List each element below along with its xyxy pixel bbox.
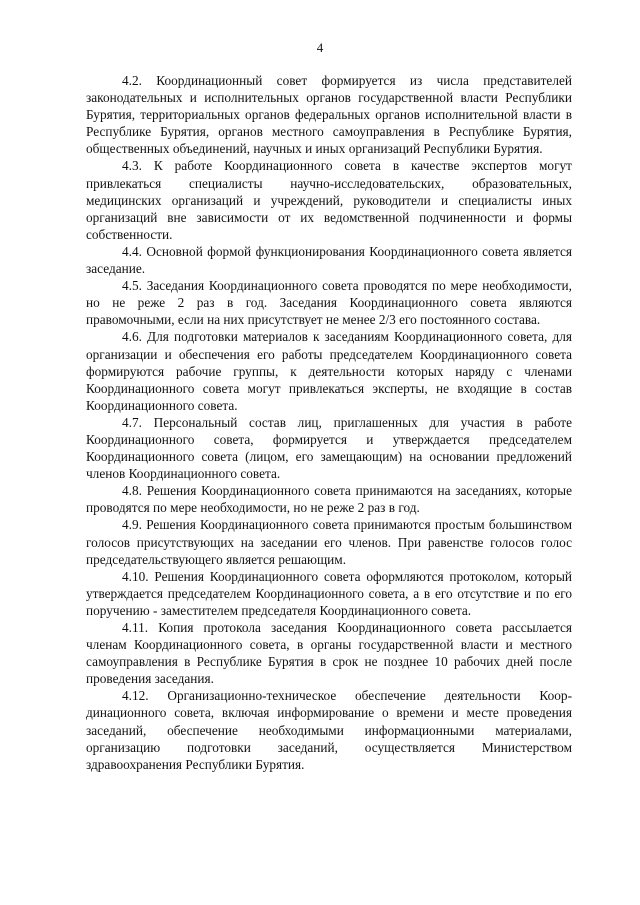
paragraph-4-4: 4.4. Основной формой функционирования Координационного совета является заседание. [86,243,572,277]
paragraph-4-9: 4.9. Решения Координационного совета принимаются простым большинством голосов присутствующих на заседании его членов. При равенстве голосов голос председательствующего является решающим. [86,517,572,567]
paragraph-4-2: 4.2. Координационный совет формируется из числа представителей законодательных и исполнительных органов государственной власти Республики Бурятия, территориальных органов федеральных органов исполнительной власти в Республике Бурятия, органов местного самоуправления в Республике Бурятия, общественных объединений, научных и иных организаций Республики Бурятия. [86,73,572,157]
paragraph-4-11: 4.11. Копия протокола заседания Координационного совета рассылается членам Координационного совета, в органы государственной власти и местного самоуправления в Республике Бурятия в срок не позднее 10 рабочих дней после проведения заседания. [86,620,572,687]
paragraph-4-12: 4.12. Организационно-техническое обеспечение деятельности Координационного совета, включая информирование о времени и месте проведения заседаний, обеспечение необходимыми информационными материалами, организацию подготовки заседаний, осуществляется Министерством здравоохранения Республики Бурятия. [86,688,572,772]
paragraph-4-8: 4.8. Решения Координационного совета принимаются на заседаниях, которые проводятся по мере необходимости, но не реже 2 раз в год. [86,483,572,516]
paragraph-4-3: 4.3. К работе Координационного совета в качестве экспертов могут привлекаться специалисты научно-исследовательских, образовательных, медицинских организаций и учреждений, руководители и специалисты иных организаций вне зависимости от их ведомственной подчиненности и формы собственности. [86,158,572,242]
page-number: 4 [316,40,324,55]
paragraph-4-6: 4.6. Для подготовки материалов к заседаниям Координационного совета, для организации и обеспечения его работы председателем Координационного совета формируются рабочие группы, к деятельности которых наряду с членами Координационного совета могут привлекаться эксперты, не входящие в состав Координационного совета. [86,329,572,413]
paragraph-4-5: 4.5. Заседания Координационного совета проводятся по мере необходимости, но не реже 2 раз в год. Заседания Координационного совета являются правомочными, если на них присутствует не менее 2/3 его постоянного состава. [86,278,572,328]
paragraph-4-10: 4.10. Решения Координационного совета оформляются протоколом, который утверждается председателем Координационного совета, а в его отсутствие и по его поручению - заместителем председателя Координационного совета. [86,568,572,618]
document-body [86,72,572,773]
paragraph-4-7: 4.7. Персональный состав лиц, приглашенных для участия в работе Координационного совета, формируется и утверждается председателем Координационного совета (лицом, его замещающим) на основании предложений членов Координационного совета. [86,414,572,482]
